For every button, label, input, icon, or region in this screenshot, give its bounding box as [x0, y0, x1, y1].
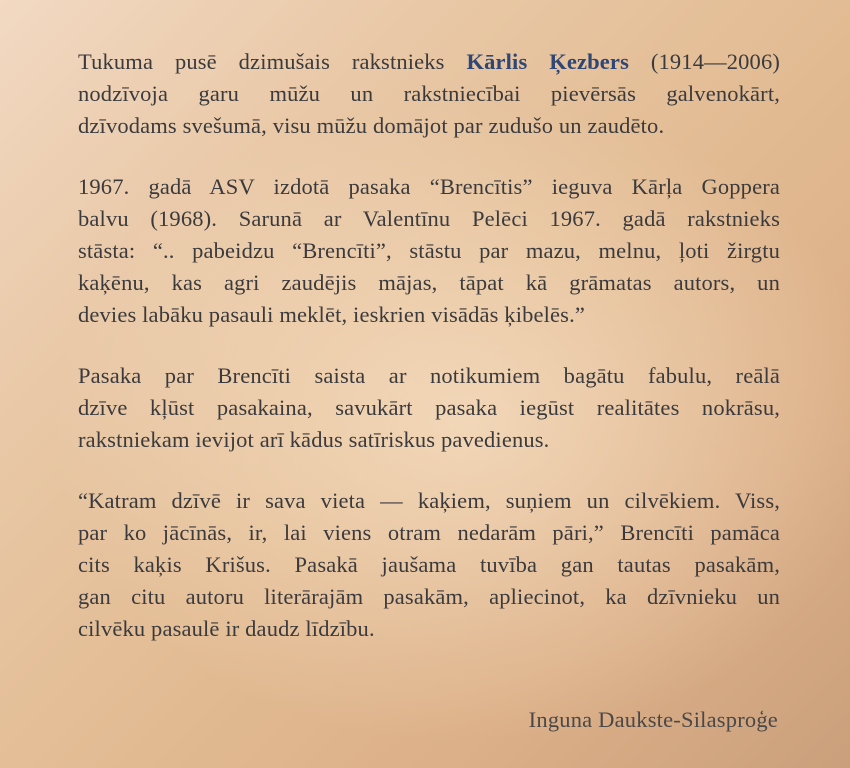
paragraph-fable [78, 360, 780, 456]
text-line: “Katram dzīvē ir sava vieta — kaķiem, suņiem un cilvēkiem. Viss, [78, 488, 780, 513]
text-line: stāsta: “.. pabeidzu “Brencīti”, stāstu par mazu, melnu, ļoti žirgtu [78, 238, 780, 263]
text-line: Tukuma pusē dzimušais rakstnieks Kārlis Ķezbers (1914—2006) [78, 49, 780, 74]
author-name-highlight: Kārlis Ķezbers [466, 49, 629, 74]
paragraph-quote [78, 485, 780, 645]
text-line: kaķēnu, kas agri zaudējis mājas, tāpat kā grāmatas autors, un [78, 270, 780, 295]
text-line: dzīvodams svešumā, visu mūžu domājot par zudušo un zaudēto. [78, 113, 665, 138]
text-line: gan citu autoru literārajām pasakām, apliecinot, ka dzīvnieku un [78, 584, 780, 609]
text-line: cits kaķis Krišus. Pasakā jaušama tuvība gan tautas pasakām, [78, 552, 780, 577]
text-line: nodzīvoja garu mūžu un rakstniecībai pievērsās galvenokārt, [78, 81, 780, 106]
text-line: par ko jācīnās, ir, lai viens otram nedarām pāri,” Brencīti pamāca [78, 520, 780, 545]
text-line: cilvēku pasaulē ir daudz līdzību. [78, 616, 375, 641]
text-line: devies labāku pasauli meklēt, ieskrien visādās ķibelēs.” [78, 302, 585, 327]
text-line: dzīve kļūst pasakaina, savukārt pasaka iegūst realitātes nokrāsu, [78, 395, 780, 420]
text-line: 1967. gadā ASV izdotā pasaka “Brencītis” ieguva Kārļa Goppera [78, 174, 780, 199]
signature-author: Inguna Daukste-Silasproģe [528, 707, 778, 732]
text-line: rakstniekam ievijot arī kādus satīriskus pavedienus. [78, 427, 550, 452]
paragraph-intro [78, 46, 780, 142]
text-line: balvu (1968). Sarunā ar Valentīnu Pelēci 1967. gadā rakstnieks [78, 206, 780, 231]
paragraph-award [78, 171, 780, 331]
text-line: Pasaka par Brencīti saista ar notikumiem bagātu fabulu, reālā [78, 363, 780, 388]
